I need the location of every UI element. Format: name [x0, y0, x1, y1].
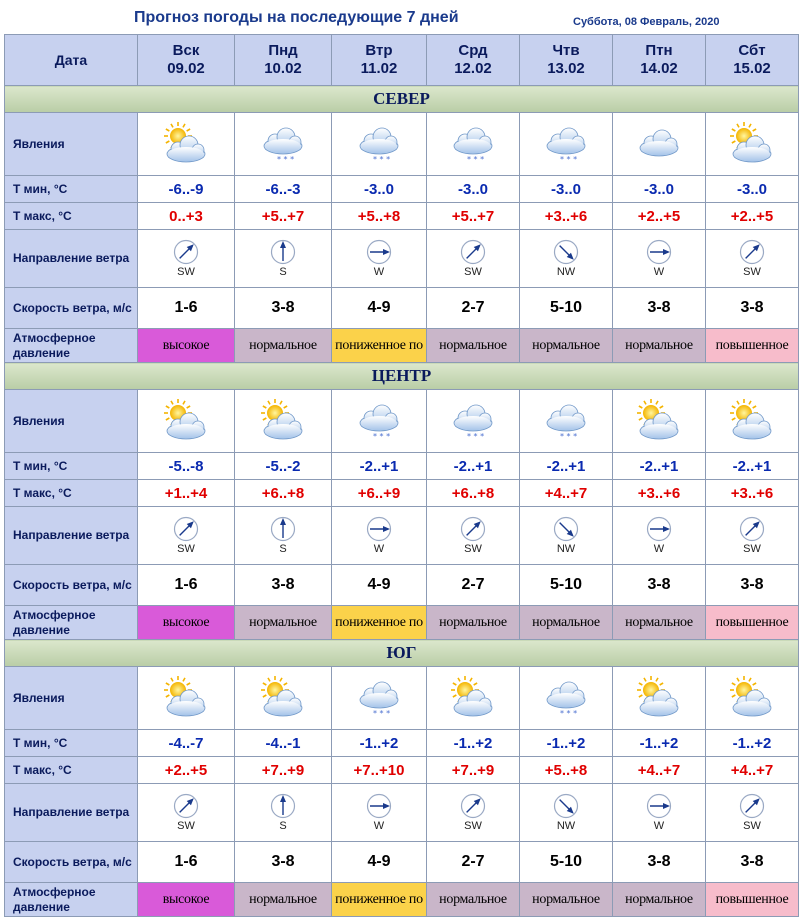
- wind-direction-label: W: [373, 820, 385, 832]
- tmin-value: -1..+2: [332, 730, 427, 757]
- region-name: СЕВЕР: [5, 86, 799, 113]
- day-date: 15.02: [733, 60, 771, 77]
- wind-direction-cell: [613, 507, 706, 565]
- snow-cloud-icon: [427, 399, 519, 443]
- wind-direction-label: S: [279, 820, 287, 832]
- compass-icon: [332, 793, 426, 819]
- weather-cell: [520, 390, 613, 453]
- partly-cloudy-icon: [138, 399, 234, 443]
- wind-speed-value: 5-10: [520, 288, 613, 329]
- tmax-value: +7..+9: [235, 757, 332, 784]
- pressure-value: высокое: [138, 329, 235, 363]
- wind-direction-label: SW: [177, 543, 195, 555]
- partly-cloudy-icon: [613, 676, 705, 720]
- weather-cell: [427, 390, 520, 453]
- wind-direction-cell: [332, 784, 427, 842]
- wind-speed-value: 1-6: [138, 565, 235, 606]
- phenomena-row: [5, 390, 799, 453]
- tmax-value: +4..+7: [520, 480, 613, 507]
- wind-direction-cell: [235, 230, 332, 288]
- wind-direction-label: S: [279, 266, 287, 278]
- tmin-value: -4..-1: [235, 730, 332, 757]
- wind-direction-row: [5, 230, 799, 288]
- snow-cloud-icon: [427, 122, 519, 166]
- wind-direction-cell: [138, 230, 235, 288]
- day-header-1: [235, 35, 332, 86]
- partly-cloudy-icon: [235, 399, 331, 443]
- wind-speed-row: [5, 288, 799, 329]
- tmin-value: -2..+1: [332, 453, 427, 480]
- wind-speed-value: 3-8: [235, 565, 332, 606]
- wind-speed-value: 4-9: [332, 565, 427, 606]
- tmin-row: [5, 176, 799, 203]
- tmax-value: +2..+5: [613, 203, 706, 230]
- tmax-row: [5, 203, 799, 230]
- weather-cell: [332, 390, 427, 453]
- day-of-week: Сбт: [738, 42, 766, 59]
- tmin-value: -6..-9: [138, 176, 235, 203]
- tmax-value: +2..+5: [138, 757, 235, 784]
- pressure-value: пониженное по: [332, 606, 427, 640]
- pressure-value: нормальное: [613, 606, 706, 640]
- compass-icon: [520, 793, 612, 819]
- partly-cloudy-icon: [706, 676, 798, 720]
- tmin-row: [5, 453, 799, 480]
- pressure-value: повышенное: [706, 606, 799, 640]
- snow-cloud-icon: [332, 676, 426, 720]
- pressure-value: нормальное: [235, 329, 332, 363]
- tmax-value: +5..+8: [520, 757, 613, 784]
- weather-cell: [427, 113, 520, 176]
- tmax-value: +6..+8: [427, 480, 520, 507]
- row-label: Атмосферное давление: [5, 883, 138, 917]
- day-date: 14.02: [640, 60, 678, 77]
- wind-direction-label: NW: [556, 820, 576, 832]
- row-label: Атмосферное давление: [5, 329, 138, 363]
- weather-cell: [706, 667, 799, 730]
- tmax-row: [5, 757, 799, 784]
- wind-direction-label: SW: [743, 266, 761, 278]
- svg-text:* * *: * * *: [373, 155, 391, 164]
- svg-text:* * *: * * *: [467, 432, 485, 441]
- day-of-week: Пнд: [268, 42, 298, 59]
- pressure-value: нормальное: [520, 606, 613, 640]
- compass-icon: [706, 239, 798, 265]
- wind-speed-value: 3-8: [706, 565, 799, 606]
- wind-direction-cell: [427, 507, 520, 565]
- row-label: Атмосферное давление: [5, 606, 138, 640]
- wind-direction-row: [5, 507, 799, 565]
- wind-direction-label: SW: [464, 266, 482, 278]
- partly-cloudy-icon: [706, 399, 798, 443]
- pressure-value: нормальное: [520, 329, 613, 363]
- weather-cell: [427, 667, 520, 730]
- weather-cell: [613, 667, 706, 730]
- weather-cell: [138, 113, 235, 176]
- wind-direction-label: NW: [556, 543, 576, 555]
- tmax-value: +6..+9: [332, 480, 427, 507]
- wind-speed-value: 1-6: [138, 288, 235, 329]
- pressure-row: [5, 606, 799, 640]
- pressure-value: нормальное: [427, 606, 520, 640]
- wind-direction-cell: [235, 784, 332, 842]
- weather-cell: [613, 113, 706, 176]
- snow-cloud-icon: [332, 399, 426, 443]
- weather-cell: [332, 667, 427, 730]
- region-header-row: [5, 86, 799, 113]
- wind-direction-label: W: [373, 543, 385, 555]
- pressure-row: [5, 329, 799, 363]
- pressure-value: повышенное: [706, 883, 799, 917]
- weather-cell: [706, 390, 799, 453]
- current-date: Суббота, 08 Февраль, 2020: [573, 16, 720, 28]
- compass-icon: [138, 793, 234, 819]
- compass-icon: [520, 239, 612, 265]
- pressure-value: нормальное: [613, 883, 706, 917]
- row-label: Направление ветра: [5, 507, 138, 565]
- tmin-value: -3..0: [332, 176, 427, 203]
- tmin-value: -3..0: [613, 176, 706, 203]
- tmax-value: +2..+5: [706, 203, 799, 230]
- region-name: ЮГ: [5, 640, 799, 667]
- tmax-value: +5..+8: [332, 203, 427, 230]
- tmax-value: +3..+6: [520, 203, 613, 230]
- wind-speed-value: 3-8: [706, 288, 799, 329]
- pressure-value: пониженное по: [332, 329, 427, 363]
- wind-direction-cell: [138, 507, 235, 565]
- snow-cloud-icon: [235, 122, 331, 166]
- tmax-value: +5..+7: [235, 203, 332, 230]
- tmax-value: +4..+7: [613, 757, 706, 784]
- tmin-value: -2..+1: [706, 453, 799, 480]
- row-label: Т мин, °С: [5, 176, 138, 203]
- row-label: Скорость ветра, м/с: [5, 565, 138, 606]
- wind-speed-value: 2-7: [427, 842, 520, 883]
- weather-cell: [235, 390, 332, 453]
- weather-cell: [706, 113, 799, 176]
- day-date: 12.02: [454, 60, 492, 77]
- wind-direction-cell: [706, 230, 799, 288]
- compass-icon: [706, 516, 798, 542]
- wind-speed-value: 3-8: [235, 842, 332, 883]
- day-date: 13.02: [547, 60, 585, 77]
- snow-cloud-icon: [332, 122, 426, 166]
- compass-icon: [138, 239, 234, 265]
- pressure-value: нормальное: [520, 883, 613, 917]
- wind-direction-label: W: [373, 266, 385, 278]
- pressure-value: высокое: [138, 606, 235, 640]
- row-label: Направление ветра: [5, 230, 138, 288]
- compass-icon: [427, 793, 519, 819]
- wind-speed-row: [5, 842, 799, 883]
- wind-speed-value: 5-10: [520, 565, 613, 606]
- wind-speed-value: 3-8: [613, 842, 706, 883]
- pressure-value: пониженное по: [332, 883, 427, 917]
- wind-direction-cell: [520, 230, 613, 288]
- wind-speed-value: 3-8: [613, 288, 706, 329]
- wind-direction-label: W: [653, 266, 665, 278]
- day-date: 10.02: [264, 60, 302, 77]
- compass-icon: [332, 239, 426, 265]
- cloudy-icon: [613, 122, 705, 166]
- svg-text:* * *: * * *: [373, 709, 391, 718]
- wind-direction-label: W: [653, 543, 665, 555]
- svg-text:* * *: * * *: [560, 432, 578, 441]
- row-label: Явления: [5, 113, 138, 176]
- svg-text:* * *: * * *: [467, 155, 485, 164]
- day-header-5: [613, 35, 706, 86]
- svg-text:* * *: * * *: [277, 155, 295, 164]
- snow-cloud-icon: [520, 122, 612, 166]
- compass-icon: [706, 793, 798, 819]
- day-header-0: [138, 35, 235, 86]
- row-label: Направление ветра: [5, 784, 138, 842]
- pressure-value: высокое: [138, 883, 235, 917]
- weather-cell: [138, 667, 235, 730]
- wind-speed-value: 2-7: [427, 288, 520, 329]
- wind-direction-cell: [235, 507, 332, 565]
- compass-icon: [520, 516, 612, 542]
- wind-direction-cell: [520, 784, 613, 842]
- wind-speed-value: 1-6: [138, 842, 235, 883]
- day-header-4: [520, 35, 613, 86]
- row-label: Т макс, °С: [5, 480, 138, 507]
- row-label: Явления: [5, 390, 138, 453]
- tmin-value: -5..-2: [235, 453, 332, 480]
- forecast-table: [4, 34, 799, 917]
- compass-icon: [427, 516, 519, 542]
- tmax-value: +1..+4: [138, 480, 235, 507]
- day-date: 09.02: [167, 60, 205, 77]
- pressure-value: повышенное: [706, 329, 799, 363]
- wind-speed-value: 3-8: [235, 288, 332, 329]
- row-label: Т мин, °С: [5, 453, 138, 480]
- day-header-6: [706, 35, 799, 86]
- wind-direction-label: S: [279, 543, 287, 555]
- region-header-row: [5, 640, 799, 667]
- wind-speed-value: 2-7: [427, 565, 520, 606]
- tmin-row: [5, 730, 799, 757]
- wind-direction-cell: [427, 230, 520, 288]
- compass-icon: [613, 516, 705, 542]
- wind-speed-row: [5, 565, 799, 606]
- row-label: Скорость ветра, м/с: [5, 842, 138, 883]
- partly-cloudy-icon: [235, 676, 331, 720]
- partly-cloudy-icon: [138, 122, 234, 166]
- tmin-value: -1..+2: [520, 730, 613, 757]
- wind-direction-cell: [706, 507, 799, 565]
- compass-icon: [613, 239, 705, 265]
- tmin-value: -5..-8: [138, 453, 235, 480]
- day-of-week: Чтв: [552, 42, 580, 59]
- tmax-value: +7..+9: [427, 757, 520, 784]
- compass-icon: [235, 239, 331, 265]
- compass-icon: [235, 516, 331, 542]
- tmin-value: -1..+2: [427, 730, 520, 757]
- weather-cell: [138, 390, 235, 453]
- svg-text:* * *: * * *: [560, 709, 578, 718]
- weather-cell: [520, 667, 613, 730]
- pressure-row: [5, 883, 799, 917]
- tmin-value: -1..+2: [706, 730, 799, 757]
- tmin-value: -2..+1: [613, 453, 706, 480]
- weather-cell: [520, 113, 613, 176]
- svg-text:* * *: * * *: [373, 432, 391, 441]
- date-header-row: [5, 35, 799, 86]
- weather-cell: [332, 113, 427, 176]
- tmax-value: +7..+10: [332, 757, 427, 784]
- svg-text:* * *: * * *: [560, 155, 578, 164]
- page-title: Прогноз погоды на последующие 7 дней: [134, 9, 459, 26]
- day-of-week: Срд: [458, 42, 488, 59]
- wind-speed-value: 5-10: [520, 842, 613, 883]
- wind-direction-label: SW: [743, 543, 761, 555]
- tmax-value: 0..+3: [138, 203, 235, 230]
- weather-cell: [235, 667, 332, 730]
- tmin-value: -4..-7: [138, 730, 235, 757]
- wind-direction-cell: [613, 784, 706, 842]
- tmin-value: -3..0: [520, 176, 613, 203]
- tmax-row: [5, 480, 799, 507]
- row-label: Скорость ветра, м/с: [5, 288, 138, 329]
- tmin-value: -6..-3: [235, 176, 332, 203]
- tmax-value: +3..+6: [613, 480, 706, 507]
- region-header-row: [5, 363, 799, 390]
- tmin-value: -3..0: [706, 176, 799, 203]
- wind-direction-label: SW: [743, 820, 761, 832]
- wind-direction-label: SW: [177, 820, 195, 832]
- partly-cloudy-icon: [138, 676, 234, 720]
- tmax-value: +5..+7: [427, 203, 520, 230]
- compass-icon: [332, 516, 426, 542]
- region-name: ЦЕНТР: [5, 363, 799, 390]
- pressure-value: нормальное: [427, 329, 520, 363]
- wind-speed-value: 4-9: [332, 842, 427, 883]
- compass-icon: [235, 793, 331, 819]
- pressure-value: нормальное: [613, 329, 706, 363]
- wind-speed-value: 3-8: [706, 842, 799, 883]
- tmin-value: -2..+1: [520, 453, 613, 480]
- tmin-value: -3..0: [427, 176, 520, 203]
- pressure-value: нормальное: [235, 883, 332, 917]
- day-of-week: Птн: [645, 42, 673, 59]
- tmax-value: +4..+7: [706, 757, 799, 784]
- day-header-3: [427, 35, 520, 86]
- tmin-value: -2..+1: [427, 453, 520, 480]
- wind-direction-cell: [138, 784, 235, 842]
- wind-speed-value: 4-9: [332, 288, 427, 329]
- pressure-value: нормальное: [235, 606, 332, 640]
- partly-cloudy-icon: [706, 122, 798, 166]
- wind-direction-cell: [613, 230, 706, 288]
- wind-direction-row: [5, 784, 799, 842]
- row-label: Явления: [5, 667, 138, 730]
- day-date: 11.02: [360, 60, 398, 77]
- wind-direction-cell: [520, 507, 613, 565]
- row-label: Т макс, °С: [5, 203, 138, 230]
- snow-cloud-icon: [520, 676, 612, 720]
- day-of-week: Втр: [365, 42, 393, 59]
- partly-cloudy-icon: [427, 676, 519, 720]
- weather-cell: [235, 113, 332, 176]
- wind-direction-label: SW: [464, 543, 482, 555]
- wind-direction-cell: [332, 507, 427, 565]
- weather-cell: [613, 390, 706, 453]
- tmax-value: +3..+6: [706, 480, 799, 507]
- snow-cloud-icon: [520, 399, 612, 443]
- day-of-week: Вск: [172, 42, 200, 59]
- wind-direction-cell: [332, 230, 427, 288]
- wind-speed-value: 3-8: [613, 565, 706, 606]
- wind-direction-label: W: [653, 820, 665, 832]
- partly-cloudy-icon: [613, 399, 705, 443]
- wind-direction-cell: [427, 784, 520, 842]
- phenomena-row: [5, 667, 799, 730]
- compass-icon: [613, 793, 705, 819]
- wind-direction-cell: [706, 784, 799, 842]
- page-header: [0, 0, 800, 34]
- pressure-value: нормальное: [427, 883, 520, 917]
- wind-direction-label: SW: [177, 266, 195, 278]
- wind-direction-label: SW: [464, 820, 482, 832]
- wind-direction-label: NW: [556, 266, 576, 278]
- phenomena-row: [5, 113, 799, 176]
- date-header-label: Дата: [5, 35, 138, 86]
- row-label: Т макс, °С: [5, 757, 138, 784]
- row-label: Т мин, °С: [5, 730, 138, 757]
- compass-icon: [138, 516, 234, 542]
- tmin-value: -1..+2: [613, 730, 706, 757]
- tmax-value: +6..+8: [235, 480, 332, 507]
- day-header-2: [332, 35, 427, 86]
- compass-icon: [427, 239, 519, 265]
